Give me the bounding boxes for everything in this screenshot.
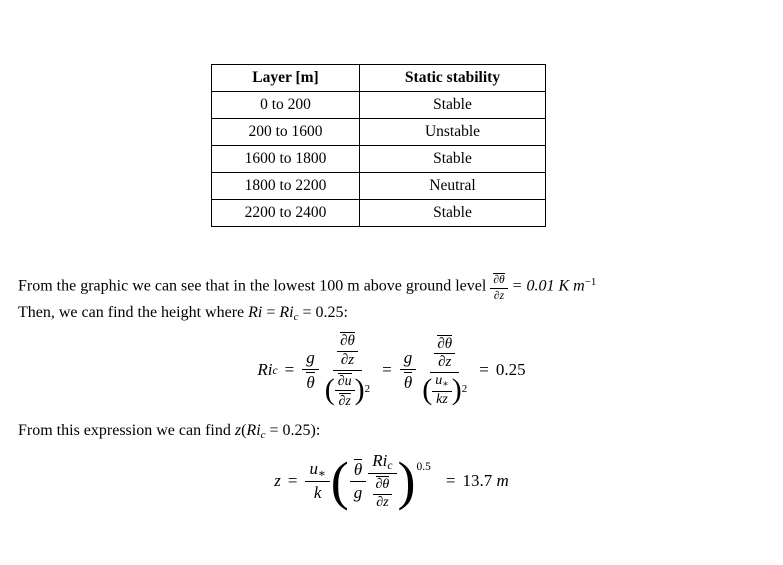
equation-result-value: 0.25: [495, 360, 526, 380]
fraction-denominator: kz: [436, 391, 448, 407]
right-paren: ): [397, 450, 416, 511]
table-row: [212, 173, 546, 200]
fraction-numerator: ∂θ: [434, 334, 455, 355]
fraction-denominator: [418, 373, 471, 408]
fraction-denominator: ∂z: [376, 494, 389, 510]
symbol-ric-subscript: c: [293, 311, 299, 324]
fraction-numerator: g: [302, 347, 319, 370]
open-paren: (: [241, 422, 247, 439]
fraction-numerator: g: [400, 347, 417, 370]
cell-stability: Stable: [360, 92, 546, 119]
fraction-denominator: ∂z: [493, 289, 505, 302]
fraction-gradient-over-shear-squared: [321, 330, 374, 411]
symbol-ric: Ri: [246, 422, 261, 439]
column-header-layer: Layer [m]: [212, 65, 360, 92]
stability-table: [211, 64, 546, 227]
equation-richardson-number: [0, 330, 783, 411]
table-row: [212, 92, 546, 119]
equation-lhs-subscript: c: [272, 363, 278, 377]
fraction-numerator: $Ri_c$: [368, 450, 396, 474]
equals-sign: =: [266, 304, 276, 321]
parenthesized-shear-term: [325, 372, 370, 410]
cell-layer: 0 to 200: [212, 92, 360, 119]
cell-stability: Unstable: [360, 119, 546, 146]
fraction-numerator: $u_∗$: [432, 374, 451, 392]
cell-stability: Stable: [360, 200, 546, 227]
ustar-exponent: 2: [461, 382, 468, 395]
paragraph-1-rhs: = 0.01 K m: [511, 277, 585, 295]
stability-table-container: [211, 64, 545, 227]
fraction-numerator: ∂θ: [373, 475, 393, 495]
equation-height-z: [0, 450, 783, 512]
equals-sign-3: =: [479, 360, 489, 380]
equals-sign-2: =: [445, 470, 456, 490]
fraction-denominator: θ: [306, 372, 315, 392]
fraction-denominator: g: [353, 483, 363, 503]
cell-layer: 2200 to 2400: [212, 200, 360, 227]
left-paren: (: [324, 373, 335, 407]
parenthesized-ustar-term: [422, 374, 467, 407]
fraction-g-over-theta: [302, 347, 319, 394]
equation-result-value: 13.7: [462, 470, 493, 490]
fraction-denominator: k: [313, 482, 322, 502]
shear-exponent: 2: [364, 382, 371, 395]
fraction-denominator: ∂z: [340, 351, 355, 368]
fraction-ustar-over-k: [305, 458, 329, 504]
paragraph-3-text: From this expression we can find: [18, 422, 231, 439]
symbol-ric: Ri: [279, 304, 294, 321]
fraction-gradient-over-ustar-squared: [418, 333, 471, 409]
equals-sign-2: =: [382, 360, 392, 380]
fraction-denominator: [321, 371, 374, 411]
paragraph-1-rhs-exponent: −1: [584, 276, 597, 289]
paragraph-find-z: [18, 423, 320, 441]
equals-sign-1: =: [287, 470, 298, 490]
equation-result-unit: m: [496, 470, 509, 490]
paragraph-find-height: [18, 305, 348, 323]
inline-fraction-du-dz: [335, 372, 355, 410]
inline-fraction-dtheta-dz: [490, 272, 507, 302]
fraction-numerator: [430, 333, 459, 374]
inline-fraction-dtheta-dz: [434, 334, 455, 372]
paragraph-2-text: Then, we can find the height where: [18, 304, 245, 321]
inline-fraction-dtheta-dz: [373, 475, 393, 510]
cell-layer: 200 to 1600: [212, 119, 360, 146]
symbol-z: z: [234, 422, 242, 439]
inline-fraction-ustar-kz: [432, 374, 451, 407]
fraction-numerator: ∂u: [335, 372, 355, 392]
paragraph-gradient-statement: [18, 272, 596, 302]
fraction-numerator: ∂θ: [337, 331, 358, 352]
left-paren: (: [330, 450, 349, 511]
inner-expression: [349, 450, 398, 512]
fraction-numerator: [333, 330, 362, 371]
cell-layer: 1600 to 1800: [212, 146, 360, 173]
symbol-ric-subscript: c: [260, 429, 266, 442]
parenthesized-group-with-exponent: [331, 450, 430, 512]
left-paren: (: [422, 373, 433, 407]
table-header-row: [212, 65, 546, 92]
paragraph-2-value: = 0.25:: [302, 304, 348, 321]
paragraph-3-value: = 0.25):: [269, 422, 321, 439]
equation-lhs-ri: Ri: [257, 360, 273, 380]
inline-fraction-dtheta-dz: [337, 331, 358, 369]
fraction-ric-over-gradient: [368, 450, 396, 512]
fraction-numerator: θ: [350, 457, 366, 482]
paragraph-1-text: From the graphic we can see that in the lowest 100 m above ground level: [18, 277, 487, 295]
fraction-g-over-theta-2: [400, 347, 417, 394]
equals-sign-1: =: [284, 360, 295, 380]
table-row: [212, 200, 546, 227]
fraction-numerator: ∂θ: [490, 272, 507, 289]
fraction-denominator: ∂z: [438, 354, 452, 371]
fraction-denominator: [369, 474, 397, 511]
fraction-theta-over-g: [350, 457, 367, 504]
cell-stability: Stable: [360, 146, 546, 173]
table-row: [212, 146, 546, 173]
cell-layer: 1800 to 2200: [212, 173, 360, 200]
fraction-denominator: θ: [403, 372, 413, 392]
group-exponent: 0.5: [416, 460, 431, 473]
fraction-numerator: $u_∗$: [305, 458, 329, 482]
symbol-ri: Ri: [248, 304, 263, 321]
right-paren: ): [451, 373, 462, 407]
right-paren: ): [354, 373, 365, 407]
equation-lhs-z: z: [274, 470, 281, 490]
table-row: [212, 119, 546, 146]
fraction-denominator: ∂z: [338, 394, 351, 410]
column-header-static-stability: Static stability: [360, 65, 546, 92]
cell-stability: Neutral: [360, 173, 546, 200]
